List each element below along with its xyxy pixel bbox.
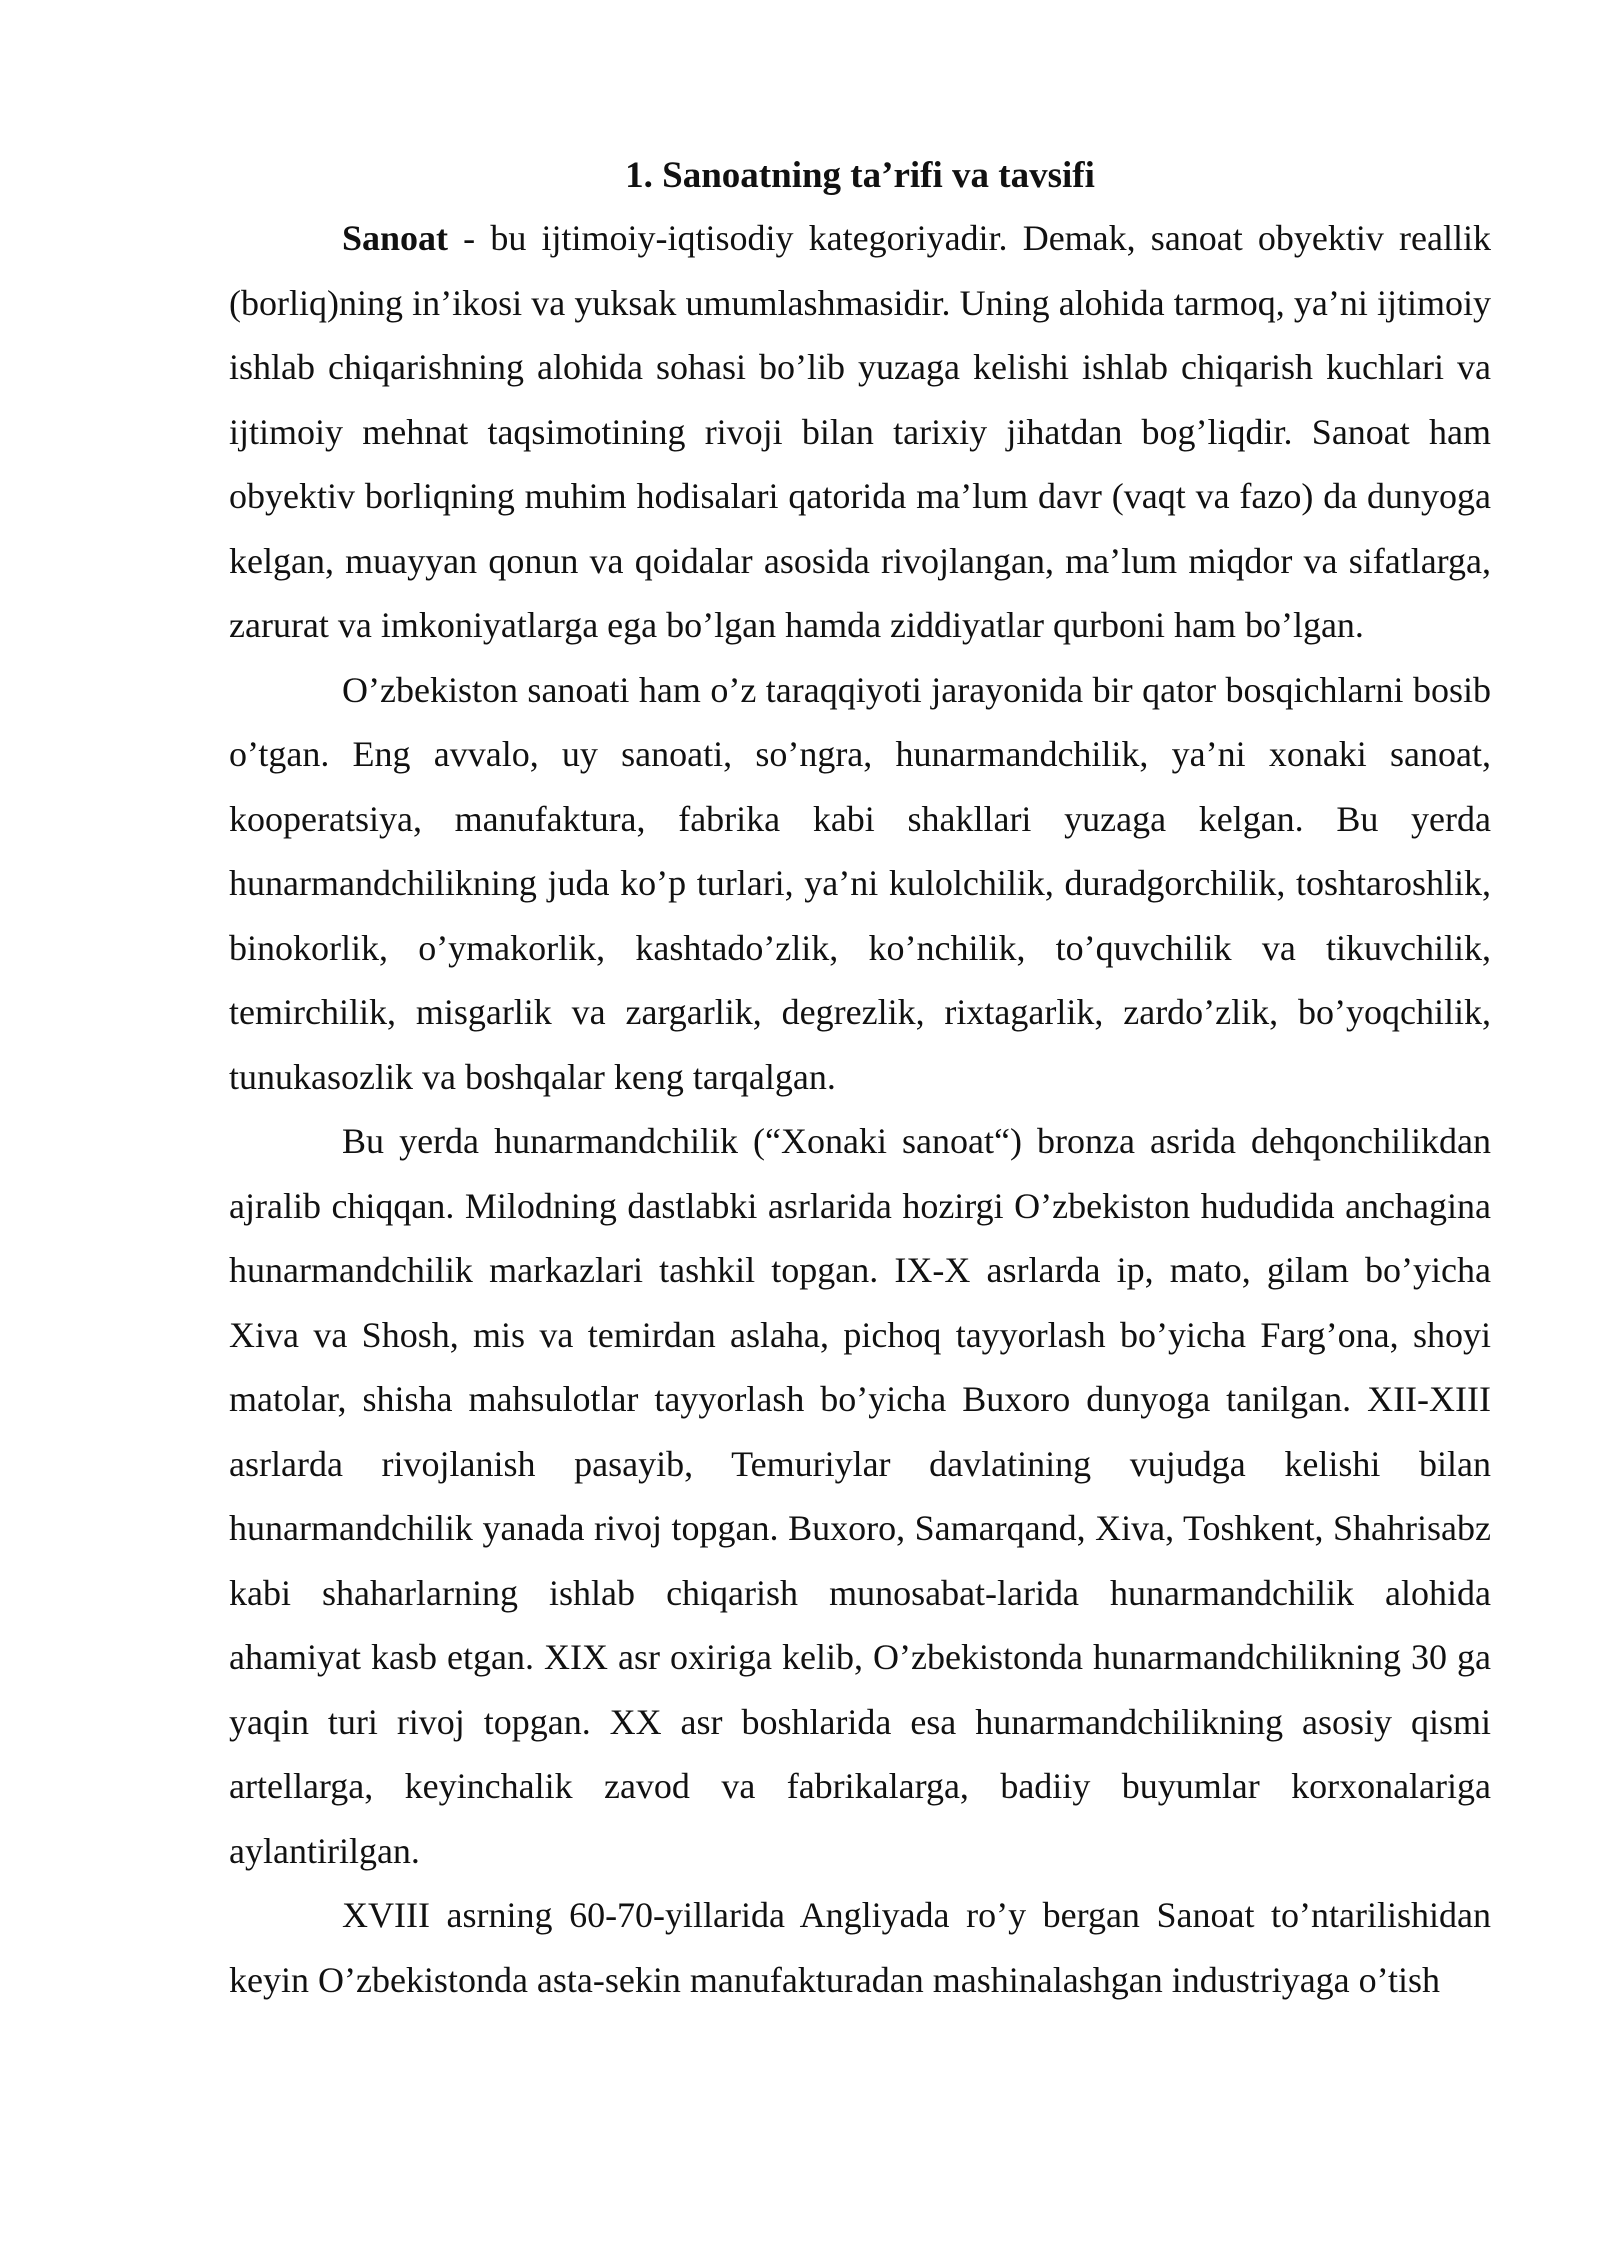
defined-term: Sanoat <box>342 218 449 258</box>
document-page <box>229 150 1491 2012</box>
paragraph-definition <box>229 206 1491 658</box>
paragraph-text: - bu ijtimoiy-iqtisodiy kategoriyadir. Demak, sanoat obyektiv reallik (borliq)ning in’ikosi va yuksak umumlashmasidir. Uning alohida tarmoq, ya’ni ijtimoiy ishlab chiqarishning alohida sohasi bo’lib yuzaga kelishi ishlab chiqarish kuchlari va ijtimoiy mehnat taqsimotining rivoji bilan tarixiy jihatdan bog’liqdir. Sanoat ham obyektiv borliqning muhim hodisalari qatorida ma’lum davr (vaqt va fazo) da dunyoga kelgan, muayyan qonun va qoidalar asosida rivojlangan, ma’lum miqdor va sifatlarga, zarurat va imkoniyatlarga ega bo’lgan hamda ziddiyatlar qurboni ham bo’lgan. <box>229 218 1491 645</box>
paragraph-history: Bu yerda hunarmandchilik (“Xonaki sanoat“) bronza asrida dehqonchilikdan ajralib chiqqan. Milodning dastlabki asrlarida hozirgi O’zbekiston hududida anchagina hunarmandchilik markazlari tashkil topgan. IX-X asrlarda ip, mato, gilam bo’yicha Xiva va Shosh, mis va temirdan aslaha, pichoq tayyorlash bo’yicha Farg’ona, shoyi matolar, shisha mahsulotlar tayyorlash bo’yicha Buxoro dunyoga tanilgan. XII-XIII asrlarda rivojlanish pasayib, Temuriylar davlatining vujudga kelishi bilan hunarmandchilik yanada rivoj topgan. Buxoro, Samarqand, Xiva, Toshkent, Shahrisabz kabi shaharlarning ishlab chiqarish munosabat-larida hunarmandchilik alohida ahamiyat kasb etgan. XIX asr oxiriga kelib, O’zbekistonda hunarmandchilikning 30 ga yaqin turi rivoj topgan. XX asr boshlarida esa hunarmandchilikning asosiy qismi artellarga, keyinchalik zavod va fabrikalarga, badiiy buyumlar korxonalariga aylantirilgan. <box>229 1121 1491 1871</box>
section-heading: 1. Sanoatning ta’rifi va tavsifi <box>625 155 1095 196</box>
paragraph-stages: O’zbekiston sanoati ham o’z taraqqiyoti jarayonida bir qator bosqichlarni bosib o’tgan. Eng avvalo, uy sanoati, so’ngra, hunarmandchilik, ya’ni xonaki sanoat, kooperatsiya, manufaktura, fabrika kabi shakllari yuzaga kelgan. Bu yerda hunarmandchilikning juda ko’p turlari, ya’ni kulolchilik, duradgorchilik, toshtaroshlik, binokorlik, o’ymakorlik, kashtado’zlik, ko’nchilik, to’quvchilik va tikuvchilik, temirchilik, misgarlik va zargarlik, degrezlik, rixtagarlik, zardo’zlik, bo’yoqchilik, tunukasozlik va boshqalar keng tarqalgan. <box>229 669 1491 1097</box>
paragraph-industrial-revolution: XVIII asrning 60-70-yillarida Angliyada ro’y bergan Sanoat to’ntarilishidan keyin O’zbekistonda asta-sekin manufakturadan mashinalashgan industriyaga o’tish <box>229 1895 1491 2000</box>
